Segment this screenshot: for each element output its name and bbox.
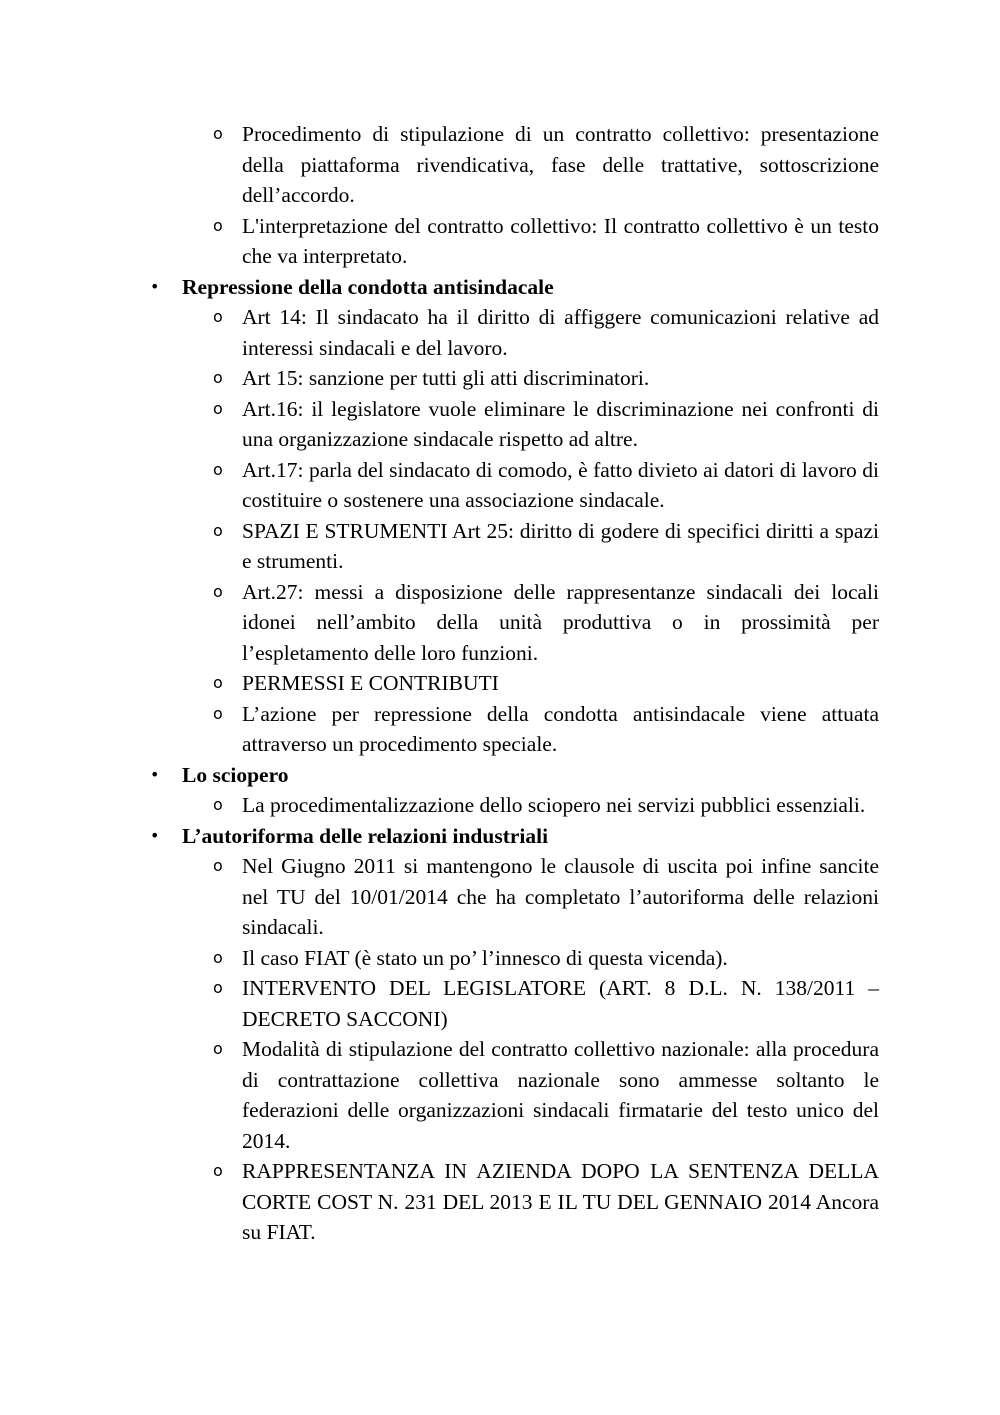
list-item-text: Nel Giugno 2011 si mantengono le clausole di uscita poi infine sancite nel TU del 10/01/2014 che ha completato l’autoriforma delle relazioni sindacali. <box>242 854 879 939</box>
list-item <box>0 851 879 943</box>
sub-bullet-marker: o <box>213 703 223 723</box>
list-item-text: PERMESSI E CONTRIBUTI <box>242 671 499 695</box>
list-item <box>0 363 879 394</box>
list-item <box>0 119 879 211</box>
list-item <box>0 973 879 1034</box>
sub-bullet-marker: o <box>213 673 223 692</box>
sub-bullet-marker: o <box>213 124 223 143</box>
sub-bullet-marker: o <box>213 1039 223 1058</box>
list-item <box>0 1034 879 1156</box>
bullet-marker: • <box>150 764 160 784</box>
list-item-text: Modalità di stipulazione del contratto collettivo nazionale: alla procedura di contrattazione collettiva nazionale sono ammesse soltanto le federazioni delle organizzazioni sindacali firmatarie del testo unico del 2014. <box>242 1037 879 1153</box>
list-item <box>0 394 879 455</box>
sub-bullet-marker: o <box>213 581 223 601</box>
section-heading <box>0 272 879 303</box>
list-item-text: Procedimento di stipulazione di un contratto collettivo: presentazione della piattaforma rivendicativa, fase delle trattative, sottoscrizione dell’accordo. <box>242 122 879 207</box>
list-item-text: Art.27: messi a disposizione delle rappresentanze sindacali dei locali idonei nell’ambito della unità produttiva o in prossimità per l’espletamento delle loro funzioni. <box>242 579 879 665</box>
list-item <box>0 943 879 974</box>
sub-bullet-marker: o <box>213 856 223 875</box>
sub-bullet-marker: o <box>213 795 223 814</box>
section-heading-text: L’autoriforma delle relazioni industriali <box>182 823 549 848</box>
list-item-text: RAPPRESENTANZA IN AZIENDA DOPO LA SENTENZA DELLA CORTE COST N. 231 DEL 2013 E IL TU DEL GENNAIO 2014 Ancora su FIAT. <box>242 1159 879 1244</box>
sub-bullet-marker: o <box>213 947 223 967</box>
list-item-text: La procedimentalizzazione dello sciopero nei servizi pubblici essenziali. <box>242 793 866 817</box>
list-item <box>0 211 879 272</box>
list-item <box>0 455 879 516</box>
sub-bullet-marker: o <box>213 307 223 326</box>
list-item-text: Art.16: il legislatore vuole eliminare le discriminazione nei confronti di una organizzazione sindacale rispetto ad altre. <box>242 396 879 451</box>
sub-bullet-marker: o <box>213 978 223 997</box>
list-item <box>0 668 879 699</box>
list-item-text: INTERVENTO DEL LEGISLATORE (ART. 8 D.L. N. 138/2011 – DECRETO SACCONI) <box>242 976 879 1031</box>
list-item-text: Art.17: parla del sindacato di comodo, è fatto divieto ai datori di lavoro di costituire o sostenere una associazione sindacale. <box>242 457 879 512</box>
bullet-marker: • <box>150 825 160 845</box>
list-item-text: L'interpretazione del contratto collettivo: Il contratto collettivo è un testo che va interpretato. <box>242 213 879 268</box>
list-item <box>0 302 879 363</box>
bullet-marker: • <box>150 276 160 296</box>
list-item <box>0 699 879 760</box>
sub-bullet-marker: o <box>213 520 223 540</box>
list-item <box>0 577 879 669</box>
list-item-text: SPAZI E STRUMENTI Art 25: diritto di godere di specifici diritti a spazi e strumenti. <box>242 518 879 573</box>
list-item-text: L’azione per repressione della condotta antisindacale viene attuata attraverso un procedimento speciale. <box>242 701 879 756</box>
sub-bullet-marker: o <box>213 1161 223 1180</box>
list-item <box>0 790 879 821</box>
list-item <box>0 1156 879 1248</box>
sub-bullet-marker: o <box>213 215 223 235</box>
list-item <box>0 516 879 577</box>
sub-bullet-marker: o <box>213 368 223 387</box>
section-heading <box>0 760 879 791</box>
list-item-text: Art 15: sanzione per tutti gli atti discriminatori. <box>242 366 650 390</box>
list-item-text: Art 14: Il sindacato ha il diritto di affiggere comunicazioni relative ad interessi sindacali e del lavoro. <box>242 305 879 360</box>
section-heading <box>0 821 879 852</box>
list-item-text: Il caso FIAT (è stato un po’ l’innesco di questa vicenda). <box>242 945 728 970</box>
section-heading-text: Lo sciopero <box>182 762 289 787</box>
sub-bullet-marker: o <box>213 459 223 479</box>
sub-bullet-marker: o <box>213 398 223 418</box>
document-body <box>0 119 1000 1248</box>
section-heading-text: Repressione della condotta antisindacale <box>182 274 554 299</box>
